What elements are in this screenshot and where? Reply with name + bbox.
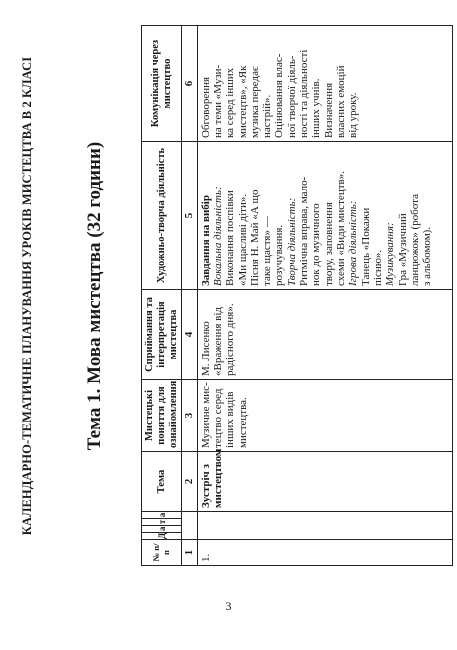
column-number: 3 bbox=[182, 380, 197, 452]
text-line: Оцінювання влас- bbox=[273, 53, 286, 138]
row-perception bbox=[197, 290, 452, 380]
column-number-empty bbox=[182, 512, 197, 540]
table-header-row bbox=[142, 26, 182, 566]
header-perception: Сприймання та інтерпретація мистецтва bbox=[142, 290, 182, 380]
text-line: з альбомом). bbox=[421, 226, 434, 286]
text-line: твору, заповнення bbox=[322, 202, 335, 286]
column-number-row bbox=[182, 26, 197, 566]
row-creative bbox=[197, 142, 452, 290]
header-creative: Художньо-творча діяльність bbox=[142, 142, 182, 290]
row-date bbox=[197, 512, 452, 540]
text-line: ності та діяльності bbox=[298, 49, 311, 138]
row-number: 1. bbox=[197, 540, 452, 566]
column-number: 6 bbox=[182, 26, 197, 142]
header-date bbox=[142, 512, 182, 540]
text-line: інших учнів. bbox=[310, 78, 323, 138]
text-line: Танець «Покажи bbox=[359, 207, 372, 286]
topic-heading: Тема 1. Мова мистецтва (32 години) bbox=[84, 141, 105, 451]
text-line: нок до музичного bbox=[310, 203, 323, 286]
text-line: Гра «Музичний bbox=[396, 213, 409, 286]
text-line: Пісня Н. Май «А що bbox=[248, 189, 261, 286]
header-date-part: а bbox=[142, 526, 181, 533]
text-line: мистецтв», «Як bbox=[236, 65, 249, 138]
column-number: 4 bbox=[182, 290, 197, 380]
text-line: Ігрова діяльність: bbox=[347, 200, 360, 286]
row-communication bbox=[197, 26, 452, 142]
text-line: «Ми щасливі діти». bbox=[236, 193, 249, 286]
text-line: від уроку. bbox=[347, 92, 360, 138]
lesson-plan-table bbox=[141, 25, 453, 566]
text-line: інших видів bbox=[224, 391, 237, 448]
table-row bbox=[197, 26, 452, 566]
row-topic: Зустріч з мистецтвом bbox=[197, 452, 452, 512]
header-date-part: Д bbox=[156, 532, 167, 539]
header-date-part: т bbox=[142, 519, 181, 526]
text-line: «Враження від bbox=[211, 307, 224, 376]
text-line: Завдання на вибір bbox=[199, 195, 212, 286]
header-communication: Комунікація через мистецтво bbox=[142, 26, 182, 142]
text-line: таке щастя» — bbox=[261, 216, 274, 286]
row-concepts bbox=[197, 380, 452, 452]
header-num: № п/п bbox=[142, 540, 182, 566]
text-line: настрій». bbox=[261, 94, 274, 138]
text-line: схеми «Види мистецтв». bbox=[335, 171, 347, 286]
text-line: Обговорення bbox=[199, 76, 212, 138]
text-line: Визначення bbox=[322, 82, 335, 138]
text-line: М. Лисенко bbox=[199, 321, 212, 376]
text-line: ка серед інших bbox=[224, 67, 237, 138]
text-line: ної творчої діяль- bbox=[285, 55, 298, 138]
text-line: мистецтва. bbox=[236, 397, 249, 448]
column-number: 1 bbox=[182, 540, 197, 566]
header-concepts: Мистецькі поняття для ознайомлення bbox=[142, 380, 182, 452]
column-number: 2 bbox=[182, 452, 197, 512]
text-line: Музикування: bbox=[384, 222, 397, 286]
text-line: ланцюжок» (робота bbox=[408, 194, 421, 286]
page-number: 3 bbox=[225, 599, 232, 613]
text-line: Ритмічна вправа, мало- bbox=[298, 176, 311, 286]
text-line: Вокальна діяльність: bbox=[211, 186, 224, 286]
text-line: на теми «Музи- bbox=[211, 64, 224, 138]
header-date-part: а bbox=[142, 512, 181, 519]
header-topic: Тема bbox=[142, 452, 182, 512]
text-line: Виконання поспівки bbox=[224, 190, 237, 286]
text-line: Творча діяльність: bbox=[285, 197, 298, 286]
text-line: пісню». bbox=[371, 249, 384, 286]
text-line: музика передає bbox=[248, 66, 261, 138]
text-line: радісного дня». bbox=[224, 303, 237, 376]
text-line: Музичне мис- bbox=[199, 382, 212, 448]
column-number: 5 bbox=[182, 142, 197, 290]
rotated-content bbox=[0, 26, 457, 566]
document-title: КАЛЕНДАРНО-ТЕМАТИЧНЕ ПЛАНУВАННЯ УРОКІВ МИСТЕЦТВА В 2 КЛАСІ bbox=[20, 56, 34, 536]
text-line: тецтво серед bbox=[211, 388, 224, 448]
text-line: власних емоцій bbox=[335, 65, 347, 138]
text-line: розучування. bbox=[273, 224, 286, 286]
